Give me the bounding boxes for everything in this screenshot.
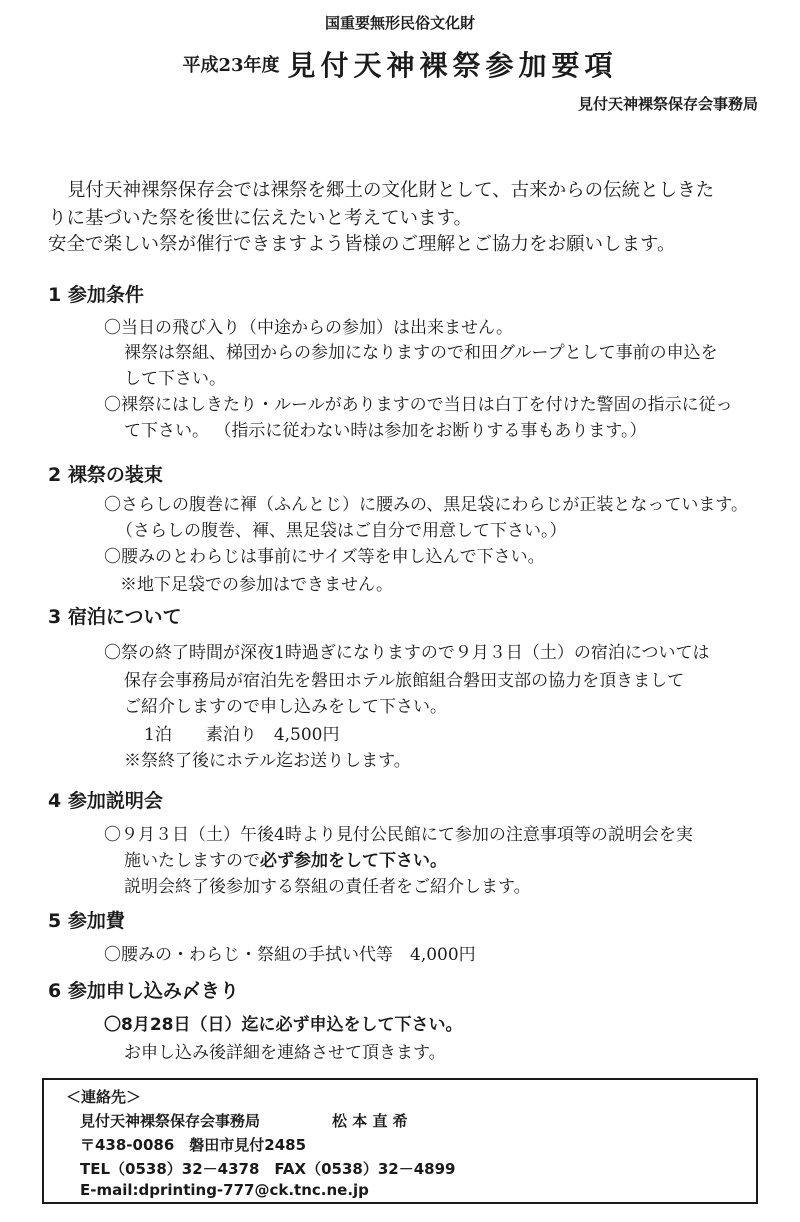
section-line xyxy=(124,846,447,871)
emphasis-text: 必ず参加をして下さい。 xyxy=(260,851,447,871)
intro-line: りに基づいた祭を後世に伝えたいと考えています。 xyxy=(48,208,473,229)
section-line: 保存会事務局が宿泊先を磐田ホテル旅館組合磐田支部の協力を頂きまして xyxy=(124,671,685,691)
section-line: して下さい。 xyxy=(124,369,226,389)
contact-address: 〒438-0086 磐田市見付2485 xyxy=(80,1136,307,1154)
section-line: 〇祭の終了時間が深夜1時過ぎになりますので９月３日（土）の宿泊については xyxy=(104,643,710,663)
section-line: 〇９月３日（土）午後4時より見付公民館にて参加の注意事項等の説明会を実 xyxy=(104,825,693,845)
section-heading: 5 参加費 xyxy=(48,910,125,932)
contact-person: 松 本 直 希 xyxy=(332,1112,408,1130)
section-line: 1泊 素泊り 4,500円 xyxy=(144,725,340,745)
section-heading: 3 宿泊について xyxy=(48,606,182,628)
section-line: 〇腰みのとわらじは事前にサイズ等を申し込んで下さい。 xyxy=(104,547,545,567)
contact-label: ＜連絡先＞ xyxy=(66,1088,142,1106)
section-heading: 4 参加説明会 xyxy=(48,790,163,812)
section-line: 〇さらしの腹巻に褌（ふんとじ）に腰みの、黒足袋にわらじが正装となっています。 xyxy=(104,495,748,515)
intro-line: 安全で楽しい祭が催行できますよう皆様のご理解とご協力をお願いします。 xyxy=(48,234,676,255)
contact-email[interactable]: E-mail:dprinting-777@ck.tnc.ne.jp xyxy=(80,1181,369,1199)
contact-organization: 見付天神裸祭保存会事務局 xyxy=(80,1112,261,1130)
section-line: ご紹介しますので申し込みをして下さい。 xyxy=(124,697,447,717)
section-line: 〇当日の飛び入り（中途からの参加）は出来ません。 xyxy=(104,318,514,338)
issuing-organization: 見付天神裸祭保存会事務局 xyxy=(577,95,758,113)
intro-line: 見付天神裸祭保存会では裸祭を郷土の文化財として、古来からの伝統としきた xyxy=(67,180,715,201)
page-title xyxy=(0,44,800,84)
section-line: ※地下足袋での参加はできません。 xyxy=(120,575,394,595)
section-line: お申し込み後詳細を連絡させて頂きます。 xyxy=(124,1043,446,1063)
section-line: 説明会終了後参加する祭組の責任者をご紹介します。 xyxy=(124,877,531,897)
section-line-text: 施いたしますので xyxy=(124,851,260,871)
section-line: 裸祭は祭組、梯団からの参加になりますので和田グループとして事前の申込を xyxy=(124,343,718,363)
section-heading: 1 参加条件 xyxy=(48,284,144,306)
contact-phone-fax: TEL（0538）32－4378 FAX（0538）32－4899 xyxy=(80,1160,456,1178)
section-line: 〇腰みの・わらじ・祭組の手拭い代等 4,000円 xyxy=(104,945,476,965)
deadline-line: 〇8月28日（日）迄に必ず申込をして下さい。 xyxy=(104,1015,463,1035)
section-heading: 6 参加申し込み〆きり xyxy=(48,980,239,1002)
fiscal-year: 平成23年度 xyxy=(182,55,280,76)
title-text: 見付天神裸祭参加要項 xyxy=(287,49,618,82)
section-heading: 2 裸祭の装束 xyxy=(48,464,163,486)
section-line: て下さい。 （指示に従わない時は参加をお断りする事もあります。） xyxy=(124,421,647,441)
section-line: 〇裸祭にはしきたり・ルールがありますので当日は白丁を付けた警固の指示に従っ xyxy=(104,395,733,415)
section-line: ※祭終了後にホテル迄お送りします。 xyxy=(124,751,411,771)
designation-label: 国重要無形民俗文化財 xyxy=(324,14,475,32)
section-line: （さらしの腹巻、褌、黒足袋はご自分で用意して下さい。） xyxy=(116,521,567,541)
